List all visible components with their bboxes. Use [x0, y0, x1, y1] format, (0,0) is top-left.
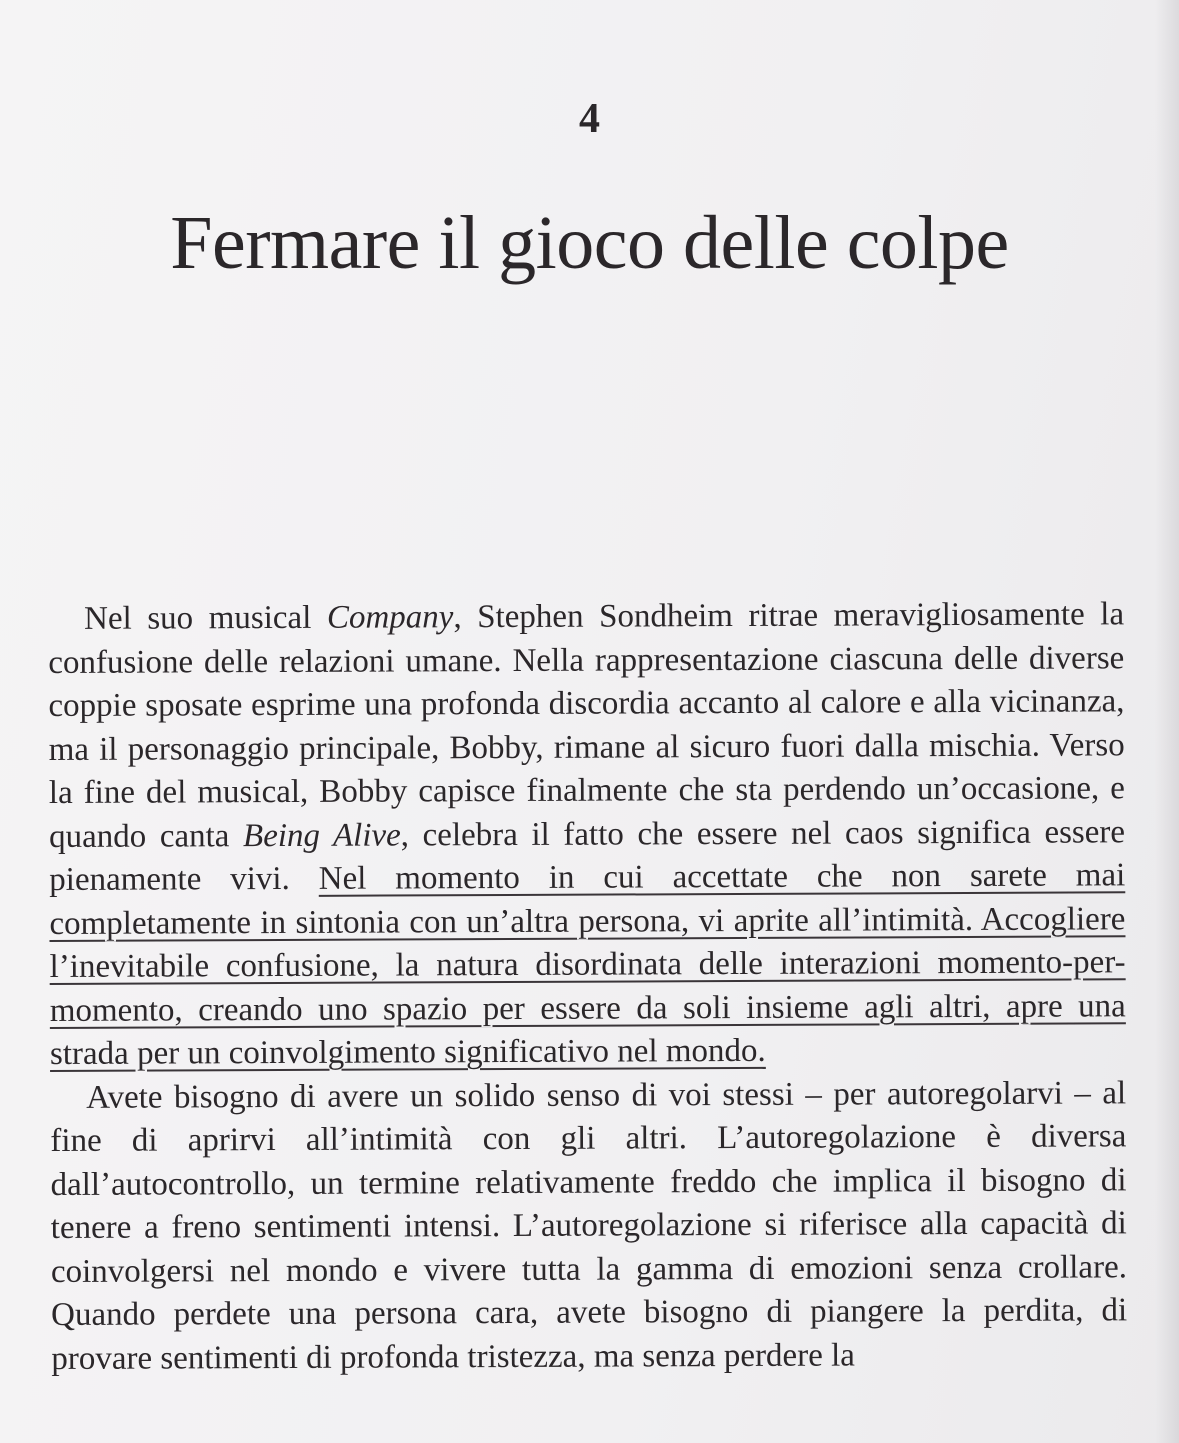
chapter-body — [48, 593, 1127, 1381]
paragraph-2: Avete bisogno di avere un solido senso di voi stessi – per autoregolarvi – al fine di aprirvi all’intimità con gli altri. L’autoregolazione è diversa dall’autocontrollo, un termine relativamente freddo che implica il bisogno di tenere a freno sentimenti intensi. L’autoregolazione si riferisce alla capacità di coinvolgersi nel mondo e vivere tutta la gamma di emozioni senza crollare. Quando perdete una persona cara, avete bisogno di piangere la perdita, di provare sentimenti di profonda tristezza, ma senza perdere la — [50, 1074, 1128, 1377]
paragraph-1-text-a: Nel suo musical — [84, 599, 327, 637]
paragraph-1-text-c: , celebra il fatto che essere nel caos significa essere pienamente vivi. — [49, 813, 1126, 898]
paragraph-1 — [48, 593, 1126, 1076]
chapter-title: Fermare il gioco delle colpe — [170, 201, 1009, 285]
song-title-being-alive: Being Alive — [242, 816, 401, 854]
underlined-passage: Nel momento in cui accettate che non sarete mai completamente in sintonia con un’altra persona, vi aprite all’intimità. Accogliere l’inevitabile confusione, la natura disordinata delle interazioni momento-per-momento, creando uno spazio per essere da soli insieme agli altri, apre una strada per un coinvolgimento significativo nel mondo. — [49, 857, 1126, 1072]
musical-title-company: Company — [326, 599, 454, 636]
paragraph-1-text-b: , Stephen Sondheim ritrae meravigliosamente la confusione delle relazioni umane. Nella rappresentazione ciascuna delle diverse coppie sposate esprime una profonda discordia accanto al calore e alla vicinanza, ma il personaggio principale, Bobby, rimane al sicuro fuori dalla mischia. Verso la fine del musical, Bobby capisce finalmente che sta perdendo un’occasione, e quando canta — [48, 596, 1125, 855]
chapter-number: 4 — [579, 96, 600, 142]
